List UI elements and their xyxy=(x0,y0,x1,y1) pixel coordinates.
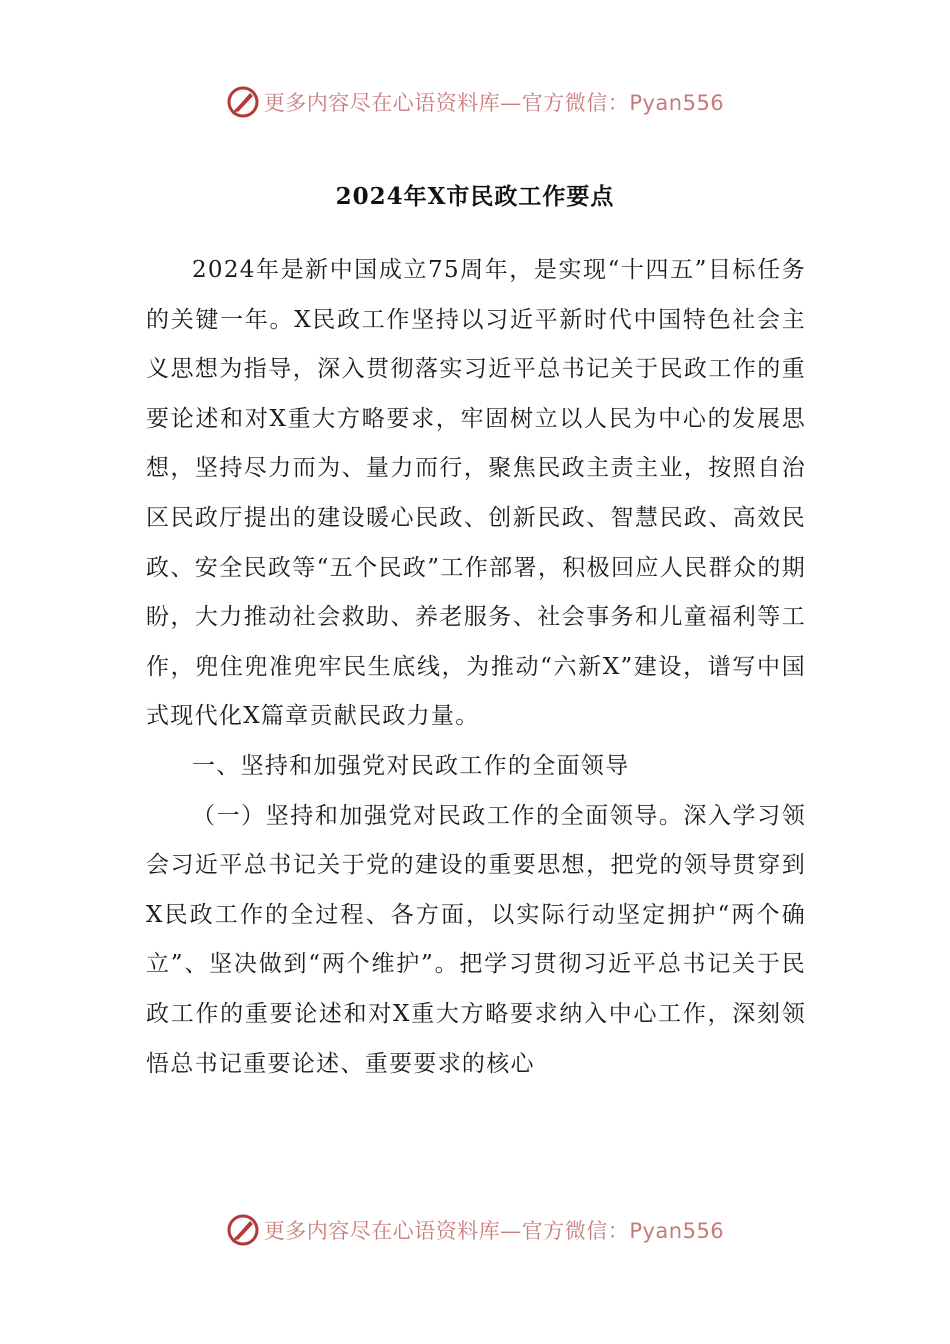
document-title: 2024年X市民政工作要点 xyxy=(335,183,615,210)
intro-paragraph: 2024年是新中国成立75周年，是实现“十四五”目标任务的关键一年。X民政工作坚持以习近平新时代中国特色社会主义思想为指导，深入贯彻落实习近平总书记关于民政工作的重要论述和对X重大方略要求，牢固树立以人民为中心的发展思想，坚持尽力而为、量力而行，聚焦民政主责主业，按照自治区民政厅提出的建设暖心民政、创新民政、智慧民政、高效民政、安全民政等“五个民政”工作部署，积极回应人民群众的期盼，大力推动社会救助、养老服务、社会事务和儿童福利等工作，兜住兜准兜牢民生底线，为推动“六新X”建设，谱写中国式现代化X篇章贡献民政力量。 xyxy=(146,257,806,730)
document-body xyxy=(146,246,806,1089)
watermark-banner-bottom xyxy=(0,1210,950,1250)
quill-logo-icon xyxy=(226,1213,260,1247)
watermark-handle: Pyan556 xyxy=(629,91,725,115)
watermark-banner-top xyxy=(0,82,950,122)
section-1-paragraph: （一）坚持和加强党对民政工作的全面领导。深入学习领会习近平总书记关于党的建设的重要思想，把党的领导贯穿到X民政工作的全过程、各方面，以实际行动坚定拥护“两个确立”、坚决做到“两个维护”。把学习贯彻习近平总书记关于民政工作的重要论述和对X重大方略要求纳入中心工作，深刻领悟总书记重要论述、重要要求的核心 xyxy=(146,802,806,1077)
watermark-text: 更多内容尽在心语资料库—官方微信：Pyan556 xyxy=(263,1219,725,1243)
watermark-text: 更多内容尽在心语资料库—官方微信：Pyan556 xyxy=(263,91,725,115)
quill-logo-icon xyxy=(226,85,260,119)
section-1-heading: 一、坚持和加强党对民政工作的全面领导 xyxy=(192,752,630,779)
watermark-handle: Pyan556 xyxy=(629,1219,725,1243)
